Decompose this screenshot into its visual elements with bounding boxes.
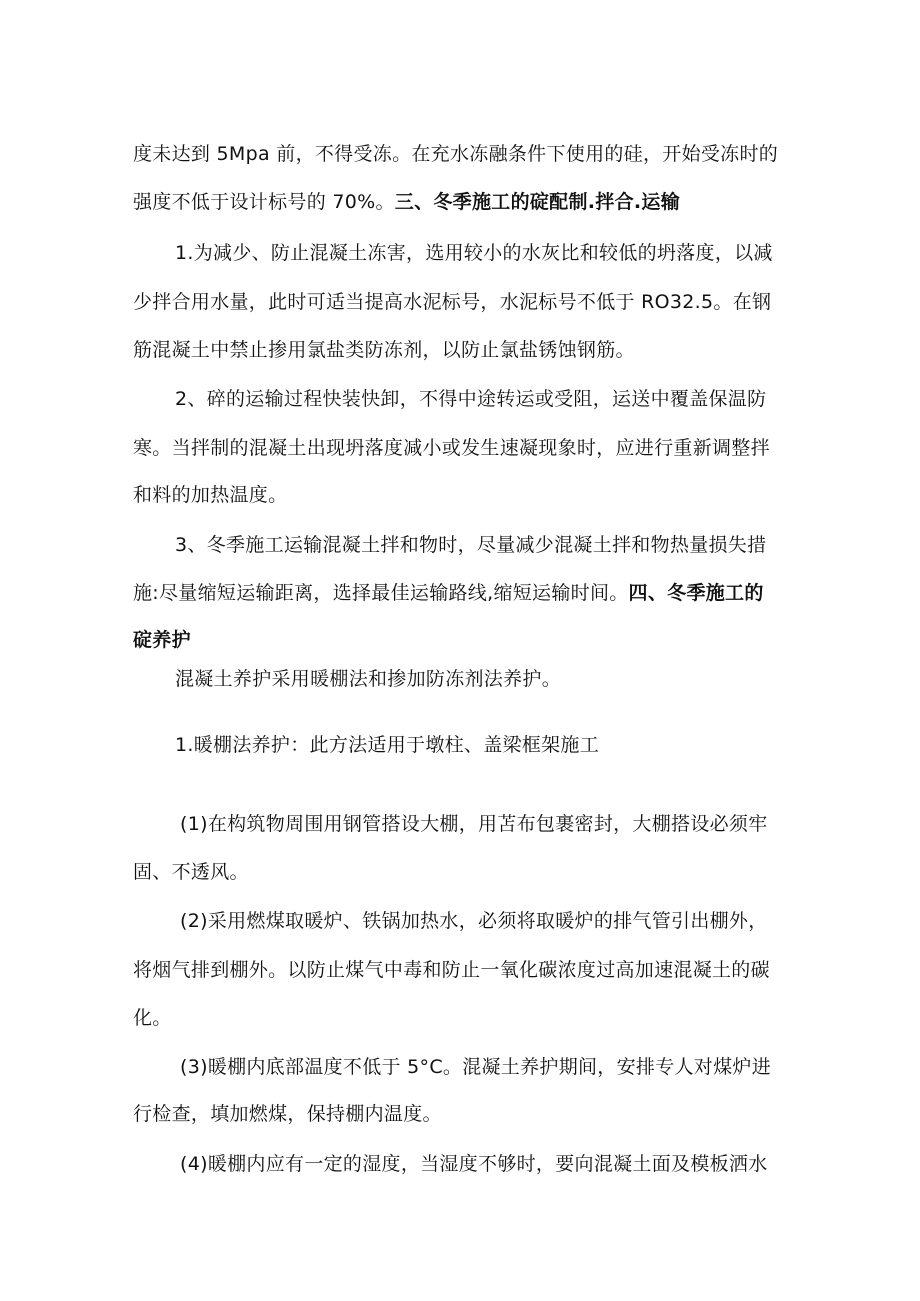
text-run: 度未达到 5Mpa 前，不得受冻。在充水冻融条件下使用的硅，开始受冻时的 bbox=[133, 143, 779, 165]
paragraph-line bbox=[175, 732, 599, 758]
paragraph-line bbox=[133, 859, 249, 885]
paragraph-line bbox=[180, 811, 768, 837]
section-heading-line bbox=[133, 627, 191, 653]
text-run: 混凝土养护采用暖棚法和掺加防冻剂法养护。 bbox=[175, 668, 562, 690]
text-run: 化。 bbox=[133, 1007, 172, 1029]
paragraph-line bbox=[175, 666, 561, 692]
text-run: 3、冬季施工运输混凝土拌和物时，尽量减少混凝土拌和物热量损失措 bbox=[175, 534, 767, 556]
paragraph-line bbox=[133, 141, 778, 167]
text-run: (4)暖棚内应有一定的湿度，当湿度不够时，要向混凝土面及模板洒水 bbox=[180, 1153, 768, 1175]
paragraph-line bbox=[133, 435, 770, 461]
text-run: 筋混凝土中禁止掺用氯盐类防冻剂，以防止氯盐锈蚀钢筋。 bbox=[133, 339, 635, 361]
text-run: 和料的加热温度。 bbox=[133, 484, 288, 506]
text-run: 强度不低于设计标号的 70%。 bbox=[133, 191, 395, 213]
text-run: 将烟气排到棚外。以防止煤气中毒和防止一氧化碳浓度过高加速混凝土的碳 bbox=[133, 959, 770, 981]
paragraph-line bbox=[133, 189, 680, 215]
text-run: 施:尽量缩短运输距离，选择最佳运输路线,缩短运输时间。 bbox=[133, 582, 629, 604]
paragraph-line bbox=[175, 240, 773, 266]
text-run: 1.暖棚法养护：此方法适用于墩柱、盖梁框架施工 bbox=[175, 734, 600, 756]
text-run: 行检查，填加燃煤，保持棚内温度。 bbox=[133, 1103, 442, 1125]
section-heading: 三、冬季施工的碇配制.拌合.运输 bbox=[394, 191, 681, 213]
text-run: 2、碎的运输过程快装快卸，不得中途转运或受阻，运送中覆盖保温防 bbox=[175, 388, 767, 410]
section-heading: 四、冬季施工的 bbox=[628, 582, 764, 604]
paragraph-line bbox=[133, 337, 635, 363]
text-run: (2)采用燃煤取暖炉、铁锅加热水，必须将取暖炉的排气管引出棚外， bbox=[180, 910, 768, 932]
text-run: (1)在构筑物周围用钢管搭设大棚，用苫布包裹密封，大棚搭设必须牢 bbox=[180, 813, 768, 835]
paragraph-line bbox=[133, 1005, 172, 1031]
paragraph-line bbox=[133, 289, 771, 315]
text-run: (3)暖棚内底部温度不低于 5°C。混凝土养护期间，安排专人对煤炉进 bbox=[180, 1056, 772, 1078]
text-run: 寒。当拌制的混凝土出现坍落度减小或发生速凝现象时，应进行重新调整拌 bbox=[133, 437, 770, 459]
text-run: 少拌合用水量，此时可适当提高水泥标号，水泥标号不低于 RO32.5。在钢 bbox=[133, 291, 772, 313]
paragraph-line bbox=[133, 1101, 442, 1127]
paragraph-line bbox=[133, 482, 287, 508]
paragraph-line bbox=[133, 580, 764, 606]
paragraph-line bbox=[180, 1054, 771, 1080]
text-run: 1.为减少、防止混凝土冻害，选用较小的水灰比和较低的坍落度，以减 bbox=[175, 242, 773, 264]
paragraph-line bbox=[133, 957, 770, 983]
paragraph-line bbox=[175, 532, 766, 558]
section-heading: 碇养护 bbox=[133, 629, 191, 651]
text-run: 固、不透风。 bbox=[133, 861, 249, 883]
paragraph-line bbox=[175, 386, 766, 412]
paragraph-line bbox=[180, 1151, 768, 1177]
paragraph-line bbox=[180, 908, 768, 934]
